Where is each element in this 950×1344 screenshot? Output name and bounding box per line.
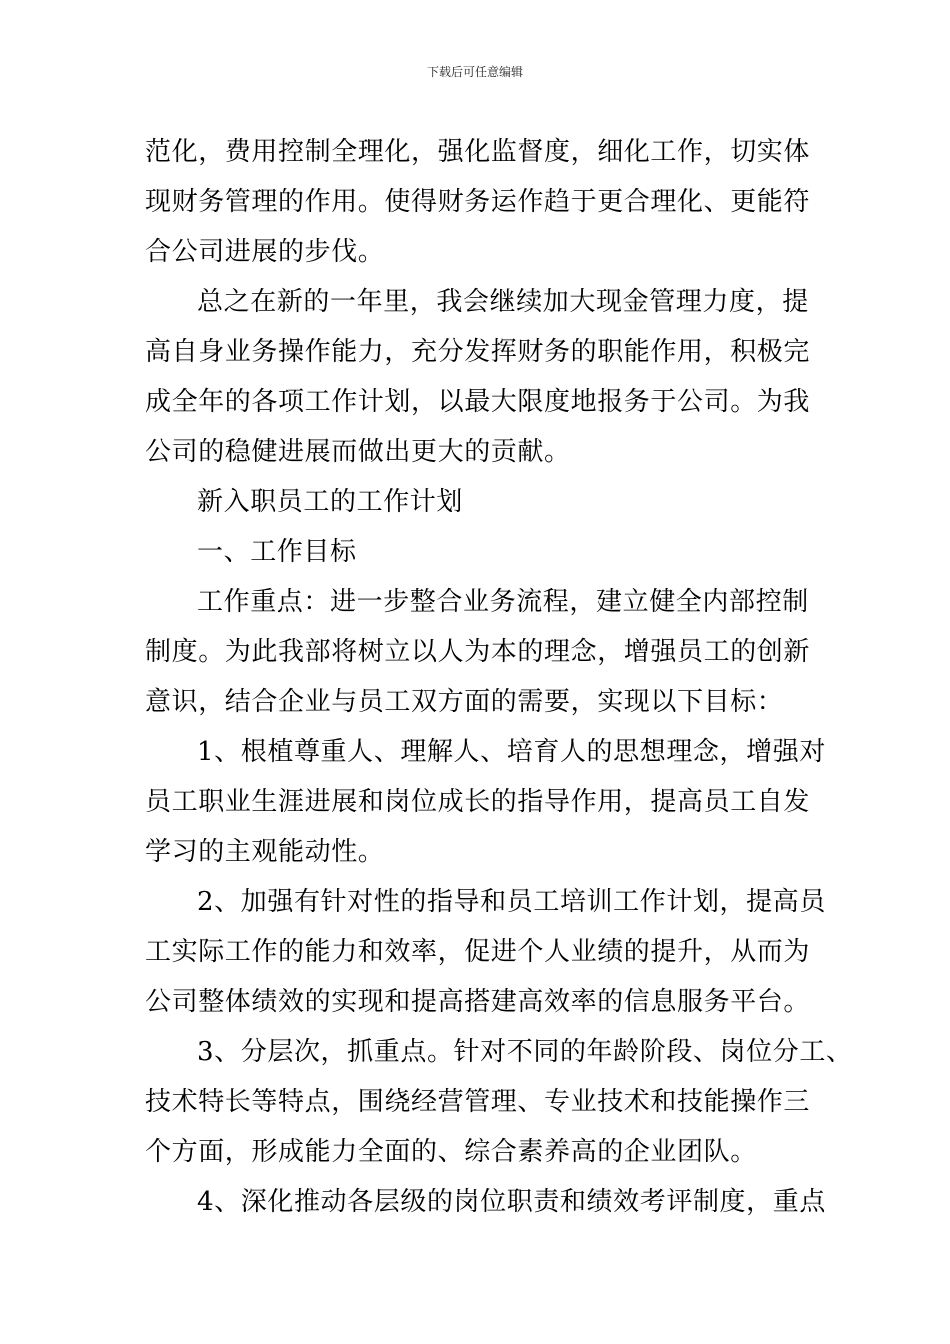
list-item-4: 4、深化推动各层级的岗位职责和绩效考评制度，重点	[197, 1187, 826, 1217]
text-line-2: 现财务管理的作用。使得财务运作趋于更合理化、更能符	[145, 187, 811, 217]
section-title: 新入职员工的工作计划	[197, 487, 464, 517]
text-line-12: 意识，结合企业与员工双方面的需要，实现以下目标：	[145, 687, 784, 717]
document-body	[145, 127, 853, 1227]
subsection-heading: 一、工作目标	[197, 537, 357, 567]
text-line-4: 总之在新的一年里，我会继续加大现金管理力度，提	[197, 287, 809, 317]
text-line-20: 技术特长等特点，围绕经营管理、专业技术和技能操作三	[145, 1087, 811, 1117]
page-header: 下载后可任意编辑	[426, 65, 523, 79]
text-line-10: 工作重点：进一步整合业务流程，建立健全内部控制	[197, 587, 809, 617]
text-line-21: 个方面，形成能力全面的、综合素养高的企业团队。	[145, 1137, 757, 1167]
text-line-1: 范化，费用控制全理化，强化监督度，细化工作，切实体	[145, 137, 811, 167]
list-item-2: 2、加强有针对性的指导和员工培训工作计划，提高员	[197, 887, 826, 917]
text-line-6: 成全年的各项工作计划，以最大限度地报务于公司。为我	[145, 387, 811, 417]
text-line-18: 公司整体绩效的实现和提高搭建高效率的信息服务平台。	[145, 987, 811, 1017]
text-line-7: 公司的稳健进展而做出更大的贡献。	[145, 437, 571, 467]
text-line-3: 合公司进展的步伐。	[145, 237, 385, 267]
text-line-17: 工实际工作的能力和效率，促进个人业绩的提升，从而为	[145, 937, 811, 967]
text-line-11: 制度。为此我部将树立以人为本的理念，增强员工的创新	[145, 637, 811, 667]
list-item-1: 1、根植尊重人、理解人、培育人的思想理念，增强对	[197, 737, 826, 767]
text-line-5: 高自身业务操作能力，充分发挥财务的职能作用，积极完	[145, 337, 811, 367]
text-line-15: 学习的主观能动性。	[145, 837, 385, 867]
text-line-14: 员工职业生涯进展和岗位成长的指导作用，提高员工自发	[145, 787, 811, 817]
list-item-3: 3、分层次，抓重点。针对不同的年龄阶段、岗位分工、	[197, 1037, 853, 1067]
